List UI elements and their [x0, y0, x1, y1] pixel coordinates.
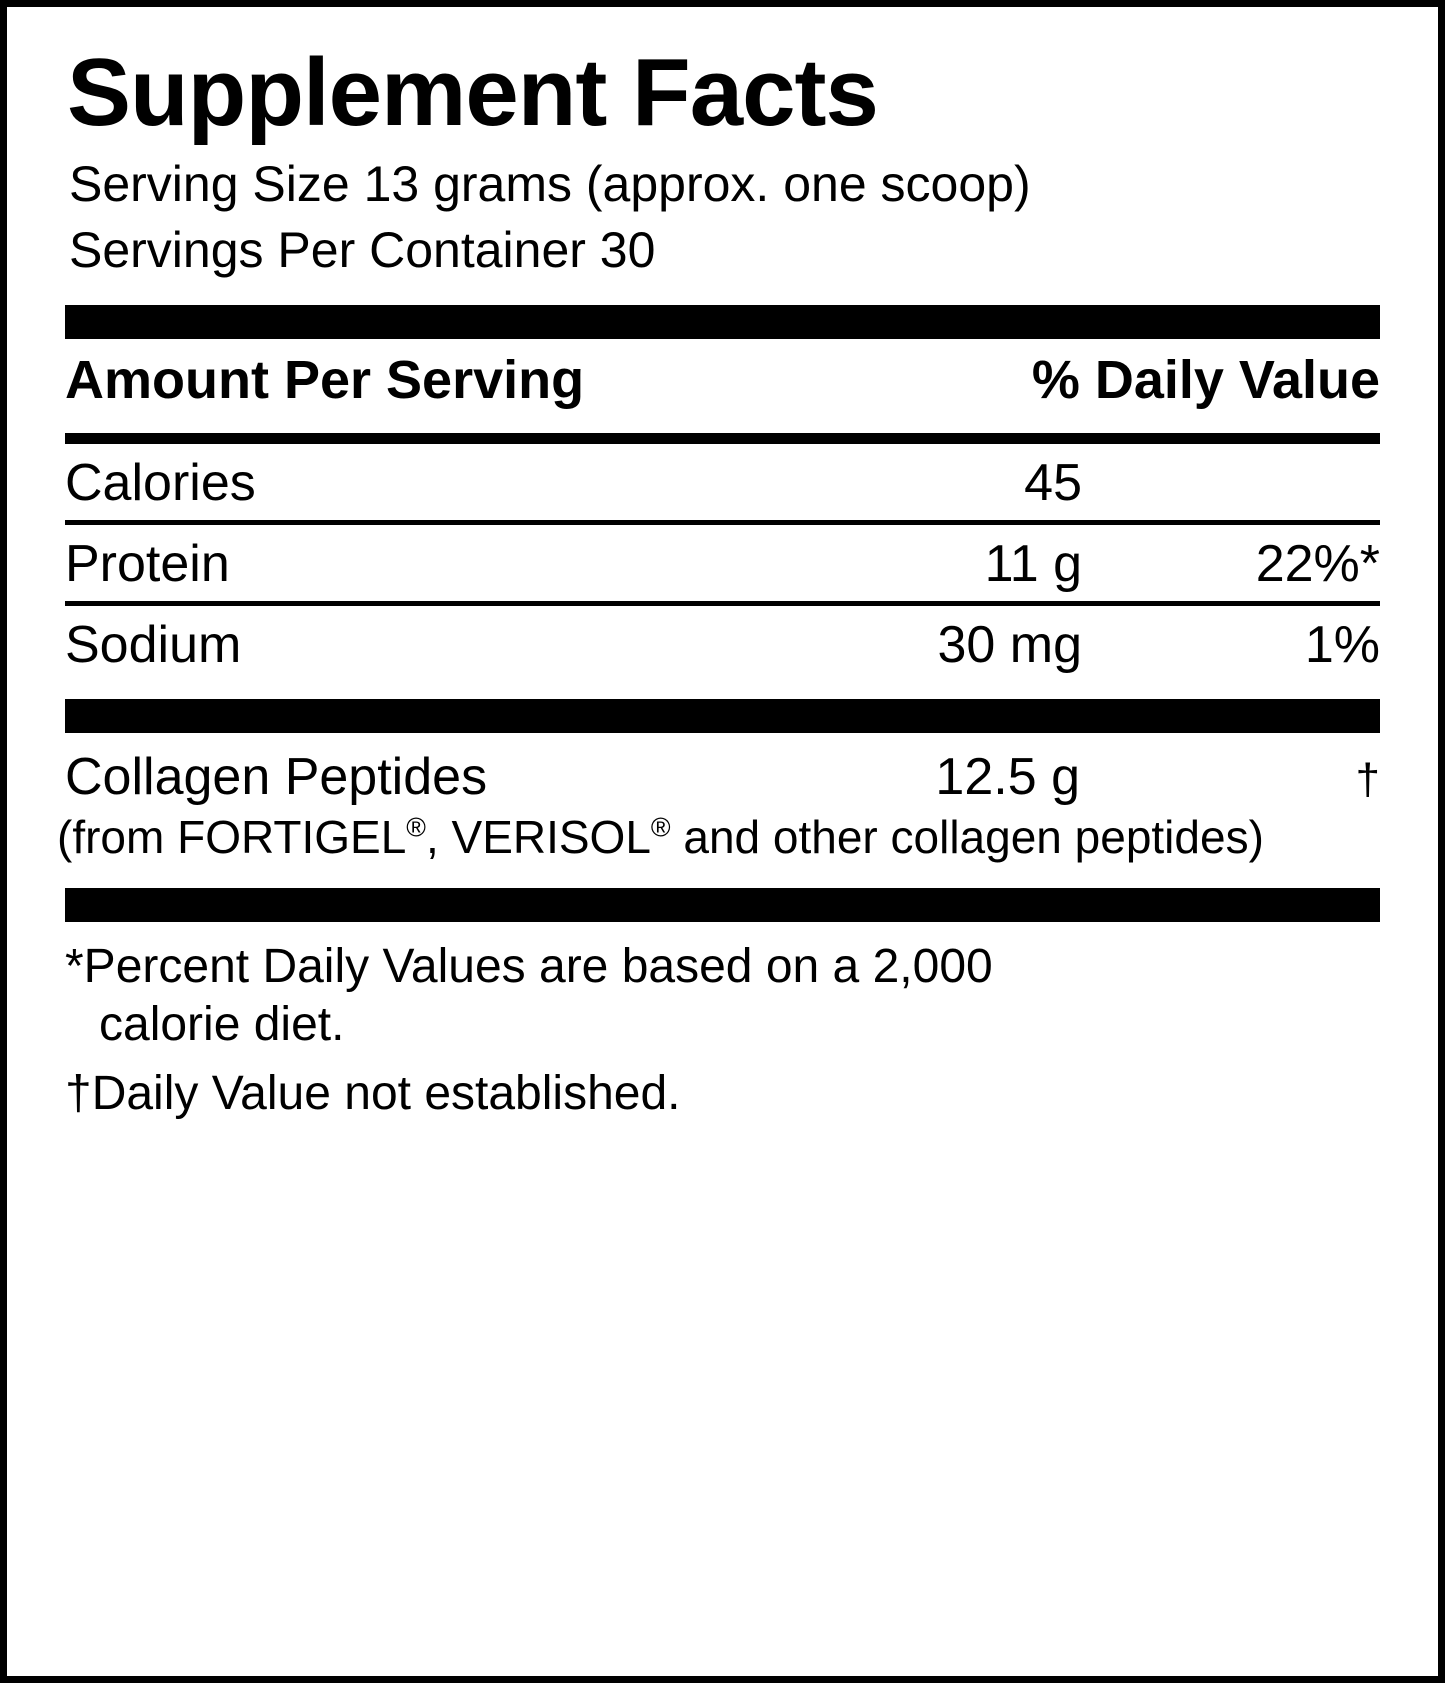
- serving-size-text: Serving Size 13 grams (approx. one scoop): [69, 155, 1031, 212]
- amount-per-serving-header: Amount Per Serving: [65, 349, 585, 410]
- column-header-row: [65, 339, 1380, 423]
- footnotes: [65, 938, 1380, 1124]
- registered-mark-icon: ®: [406, 812, 426, 843]
- divider-under-headers: [65, 433, 1380, 444]
- nutrient-daily-value: 1%: [1304, 616, 1380, 675]
- divider-thick-middle: [65, 699, 1380, 733]
- nutrient-name: Protein: [65, 535, 230, 594]
- blend-row: [65, 733, 1380, 807]
- blend-daily-value: †: [1355, 754, 1380, 804]
- nutrient-amount: 45: [1024, 453, 1082, 512]
- table-row: [65, 525, 1380, 601]
- footnote-not-established: †Daily Value not established.: [65, 1066, 681, 1120]
- page-title: Supplement Facts: [67, 39, 878, 146]
- footnote-daily-value: [65, 938, 1380, 1055]
- servings-per-container-text: Servings Per Container 30: [69, 221, 656, 278]
- footnote-daily-value-line2: calorie diet.: [99, 998, 345, 1052]
- blend-name: Collagen Peptides: [65, 747, 488, 806]
- table-row: [65, 606, 1380, 682]
- registered-mark-icon: ®: [650, 812, 671, 843]
- nutrient-amount: 11 g: [984, 535, 1082, 594]
- blend-source-mid: , VERISOL: [425, 810, 651, 863]
- nutrient-amount: 30 mg: [937, 616, 1082, 675]
- footnote-daily-value-line1: *Percent Daily Values are based on a 2,000: [65, 939, 993, 993]
- blend-source-suffix: and other collagen peptides): [670, 810, 1264, 863]
- blend-source-prefix: (from FORTIGEL: [57, 810, 407, 863]
- daily-value-header: % Daily Value: [1031, 349, 1380, 410]
- blend-amount: 12.5 g: [935, 747, 1080, 806]
- blend-source-text: [57, 809, 1380, 866]
- nutrient-daily-value: 22%*: [1255, 535, 1380, 594]
- nutrient-name: Sodium: [65, 616, 242, 675]
- divider-thick-top: [65, 305, 1380, 339]
- table-row: [65, 444, 1380, 520]
- divider-thick-bottom: [65, 888, 1380, 922]
- nutrient-name: Calories: [65, 453, 256, 512]
